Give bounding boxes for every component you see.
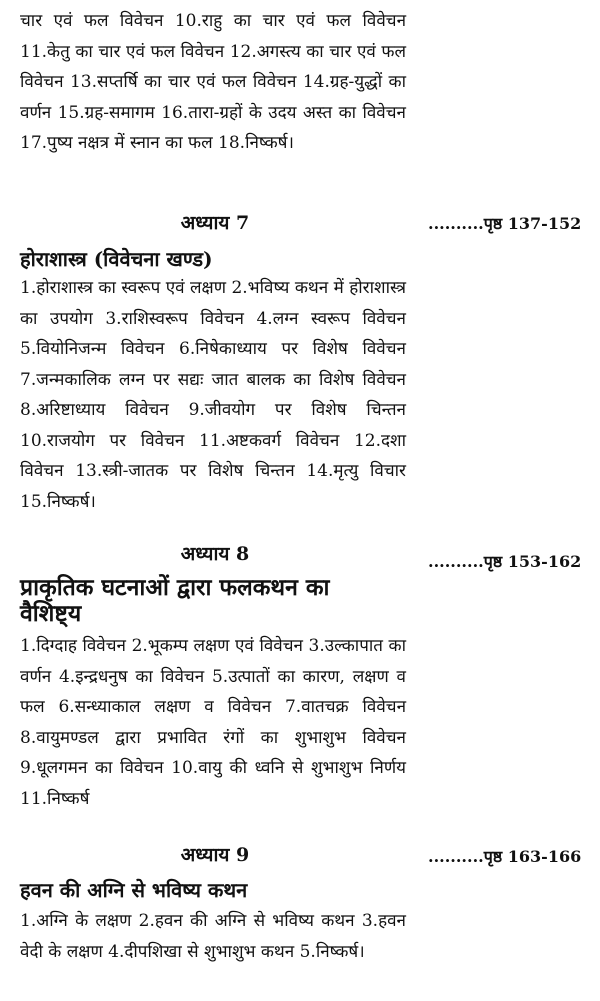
chapter-9-heading: अध्याय 9: [180, 844, 250, 866]
chapter-7-page-ref: ..........पृष्ठ 137-152: [428, 214, 582, 233]
chapter-8-contents: 1.दिग्दाह विवेचन 2.भूकम्प लक्षण एवं विवेचन 3.उल्कापात का वर्णन 4.इन्द्रधनुष का विवेचन 5.उत्पातों का कारण, लक्षण व फल 6.सन्ध्याकाल लक्षण व विवेचन 7.वातचक्र विवेचन 8.वायुमण्डल द्वारा प्रभावित रंगों का शुभाशुभ विवेचन 9.धूलगमन का विवेचन 10.वायु की ध्वनि से शुभाशुभ निर्णय 11.निष्कर्ष: [20, 636, 406, 809]
chapter-9-contents: 1.अग्नि के लक्षण 2.हवन की अग्नि से भविष्य कथन 3.हवन वेदी के लक्षण 4.दीपशिखा से शुभाशुभ कथन 5.निष्कर्ष।: [20, 911, 406, 962]
chapter-8-heading: अध्याय 8: [180, 543, 250, 565]
chapter-8-page-ref: ..........पृष्ठ 153-162: [428, 552, 582, 571]
chapter-8-title: प्राकृतिक घटनाओं द्वारा फलकथन का वैशिष्ट्य: [20, 574, 330, 627]
chapter-9-title: हवन की अग्नि से भविष्य कथन: [20, 878, 248, 902]
chapter-7-title: होराशास्त्र (विवेचना खण्ड): [20, 247, 213, 271]
chapter-7-heading: अध्याय 7: [180, 212, 250, 234]
chapter-9-page-ref: ..........पृष्ठ 163-166: [428, 847, 582, 866]
intro-paragraph: चार एवं फल विवेचन 10.राहु का चार एवं फल विवेचन 11.केतु का चार एवं फल विवेचन 12.अगस्त्य का चार एवं फल विवेचन 13.सप्तर्षि का चार एवं फल विवेचन 14.ग्रह-युद्धों का वर्णन 15.ग्रह-समागम 16.तारा-ग्रहों के उदय अस्त का विवेचन 17.पुष्य नक्षत्र में स्नान का फल 18.निष्कर्ष।: [20, 11, 406, 153]
chapter-7-contents: 1.होराशास्त्र का स्वरूप एवं लक्षण 2.भविष्य कथन में होराशास्त्र का उपयोग 3.राशिस्वरूप विवेचन 4.लग्न स्वरूप विवेचन 5.वियोनिजन्म विवेचन 6.निषेकाध्याय पर विशेष विवेचन 7.जन्मकालिक लग्न पर सद्यः जात बालक का विशेष विवेचन 8.अरिष्टाध्याय विवेचन 9.जीवयोग पर विशेष चिन्तन 10.राजयोग पर विवेचन 11.अष्टकवर्ग विवेचन 12.दशा विवेचन 13.स्त्री-जातक पर विशेष चिन्तन 14.मृत्यु विचार 15.निष्कर्ष।: [20, 278, 406, 512]
